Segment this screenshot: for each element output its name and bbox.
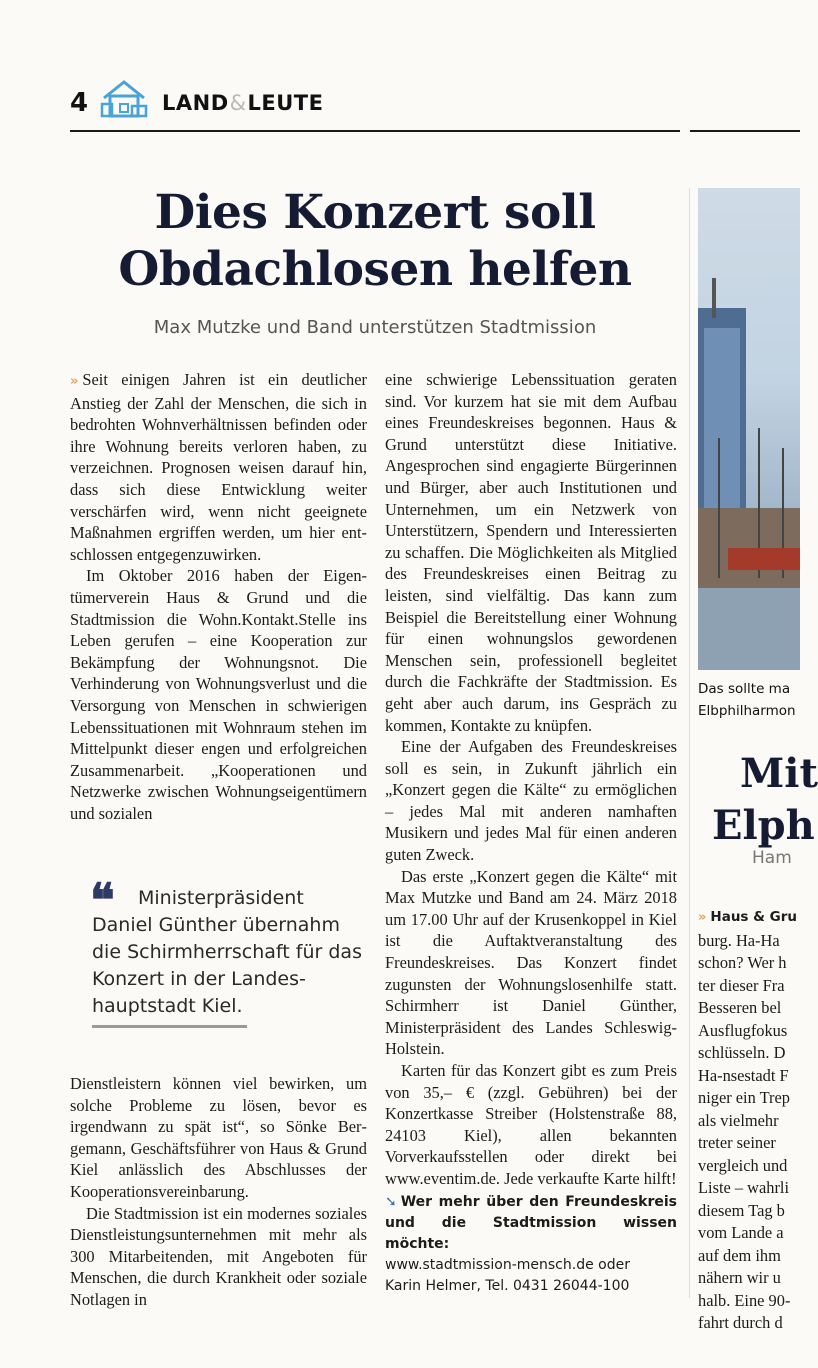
column-divider <box>689 188 690 1298</box>
header-rule <box>70 130 680 132</box>
paragraph: Das erste „Konzert gegen die Kälte“ mit Max Mutzke und Band am 24. März 2018 um 17.00 Uhr auf der Krusenkoppel in Kiel ist die Auftaktveranstaltung des Freundeskreises. Das Konzert findet zugunsten der Wohnungslosenhilfe statt. Schirmherr ist Daniel Günther, Ministerpräsident des Landes Schleswig-Holstein. <box>385 866 677 1059</box>
article-headline: Dies Konzert soll Obdachlosen helfen <box>118 185 632 297</box>
article-column-2 <box>385 369 677 1297</box>
side-subheadline: Ham <box>752 848 792 868</box>
paragraph: Eine der Aufgaben des Freundeskreises soll es sein, in Zukunft jährlich ein „Konzert gegen die Kälte“ zu ermöglichen – jedes Mal mit anderen namhaften Musikern und jedes Mal für einen anderen guten Zweck. <box>385 737 677 865</box>
section-title: LAND&LEUTE <box>162 91 324 115</box>
quote-rule <box>92 1025 247 1028</box>
info-website: www.stadtmission-mensch.de oder <box>385 1256 630 1273</box>
page-number: 4 <box>70 88 89 118</box>
quote-mark-icon: ❝ <box>90 873 115 927</box>
paragraph: eine schwierige Lebenssituation geraten sind. Vor kurzem hat sie mit dem Aufbau eines Freundeskreises begonnen. Haus & Grund unterstützt diese Initiative. Angesprochen sind engagierte Bürgerinnen und Bürger, aber auch Institutionen und Unternehmen, um ein Netzwerk von Unterstützern, Spendern und Interessierten zu schaffen. Die Möglichkeiten als Mitglied des Freundeskreises einen Beitrag zu leisten, sind vielfältig. Das kann zum Beispiel die Bereitstellung einer Wohnung für einen wohnungslos gewordenen Menschen sein, professionell begleitet durch die Fachkräfte der Stadtmission. Es geht aber auch darum, ins Gespräch zu kommen, Kontakte zu knüpfen. <box>385 370 677 735</box>
paragraph: Seit einigen Jahren ist ein deutlicher Anstieg der Zahl der Menschen, die sich in bedrohten Wohnverhältnissen befinden oder ihre Wohnung bereits verloren haben, zu verzeichnen. Prognosen weisen darauf hin, dass sich diese Entwicklung weiter verschärfen wird, wenn nicht geeignete Maßnahmen ergriffen werden, um hier entschlossen entgegenzuwirken. <box>70 370 367 564</box>
side-headline: Mit Elph <box>712 750 818 849</box>
harbor-photo <box>698 188 800 670</box>
article-column-1-continued <box>70 1073 367 1311</box>
paragraph: Karten für das Konzert gibt es zum Preis von 35,– € (zzgl. Gebühren) bei der Konzertkasse Streiber (Holstenstraße 88, 24103 Kiel), allen bekannten Vorverkaufsstellen oder direkt bei www.eventim.de. Jede verkaufte Karte hilft! <box>385 1061 677 1188</box>
arrow-icon: ➘ <box>385 1193 397 1210</box>
side-article-text: » Haus & Gru burg. Ha-Ha schon? Wer h ter dieser Fra Besseren bel Ausflugfokus schlüsseln. D Ha-nsestadt F niger ein Trep als vielmehr treter seiner vergleich und Liste – wahrli diesem Tag b vom Lande a auf dem ihm nähern wir u halb. Eine 90- fahrt durch d <box>698 909 797 1332</box>
article-column-1 <box>70 369 367 824</box>
article-subheadline: Max Mutzke und Band unterstützen Stadtmission <box>153 317 597 338</box>
info-heading: Wer mehr über den Freundeskreis und die Stadtmission wissen möchte: <box>385 1193 677 1252</box>
house-logo-icon <box>96 78 152 120</box>
paragraph: Die Stadtmission ist ein modernes soziales Dienstleistungsunternehmen mit mehr als 300 Mitarbeitenden, mit Angeboten für Menschen, die durch Krankheit oder soziale Notlagen in <box>70 1203 367 1309</box>
paragraph-arrows-icon: » <box>70 374 79 389</box>
info-contact: Karin Helmer, Tel. 0431 26044-100 <box>385 1277 630 1294</box>
paragraph: Dienstleistern können viel bewirken, um solche Probleme zu lösen, bevor es irgendwann zu spät ist“, so Sönke Bergemann, Geschäftsführer von Haus & Grund Kiel anlässlich des Abschlusses der Kooperationsvereinbarung. <box>70 1074 367 1201</box>
photo-caption: Das sollte ma Elbphilharmon <box>698 681 796 719</box>
paragraph: Im Oktober 2016 haben der Eigentümerverein Haus & Grund und die Stadtmission die Wohn.Kontakt.Stelle ins Leben gerufen – eine Kooperation zur Bekämpfung der Wohnungsnot. Die Verhinderung von Wohnungsverlust und die Versorgung von Menschen in schwierigen Lebenssituationen mit Wohnraum stehen im Mittelpunkt dieser engen und erfolgreichen Zusammenarbeit. „Kooperationen und Netzwerke zwischen Wohnungseigentümern und sozialen <box>70 566 367 823</box>
header-rule-right <box>690 130 800 132</box>
paragraph-arrows-icon: » <box>698 910 707 925</box>
info-box <box>385 1192 677 1297</box>
pull-quote: Ministerpräsident Daniel Günther übernahm die Schirmherrschaft für das Konzert in der Landeshauptstadt Kiel. <box>92 887 362 1017</box>
